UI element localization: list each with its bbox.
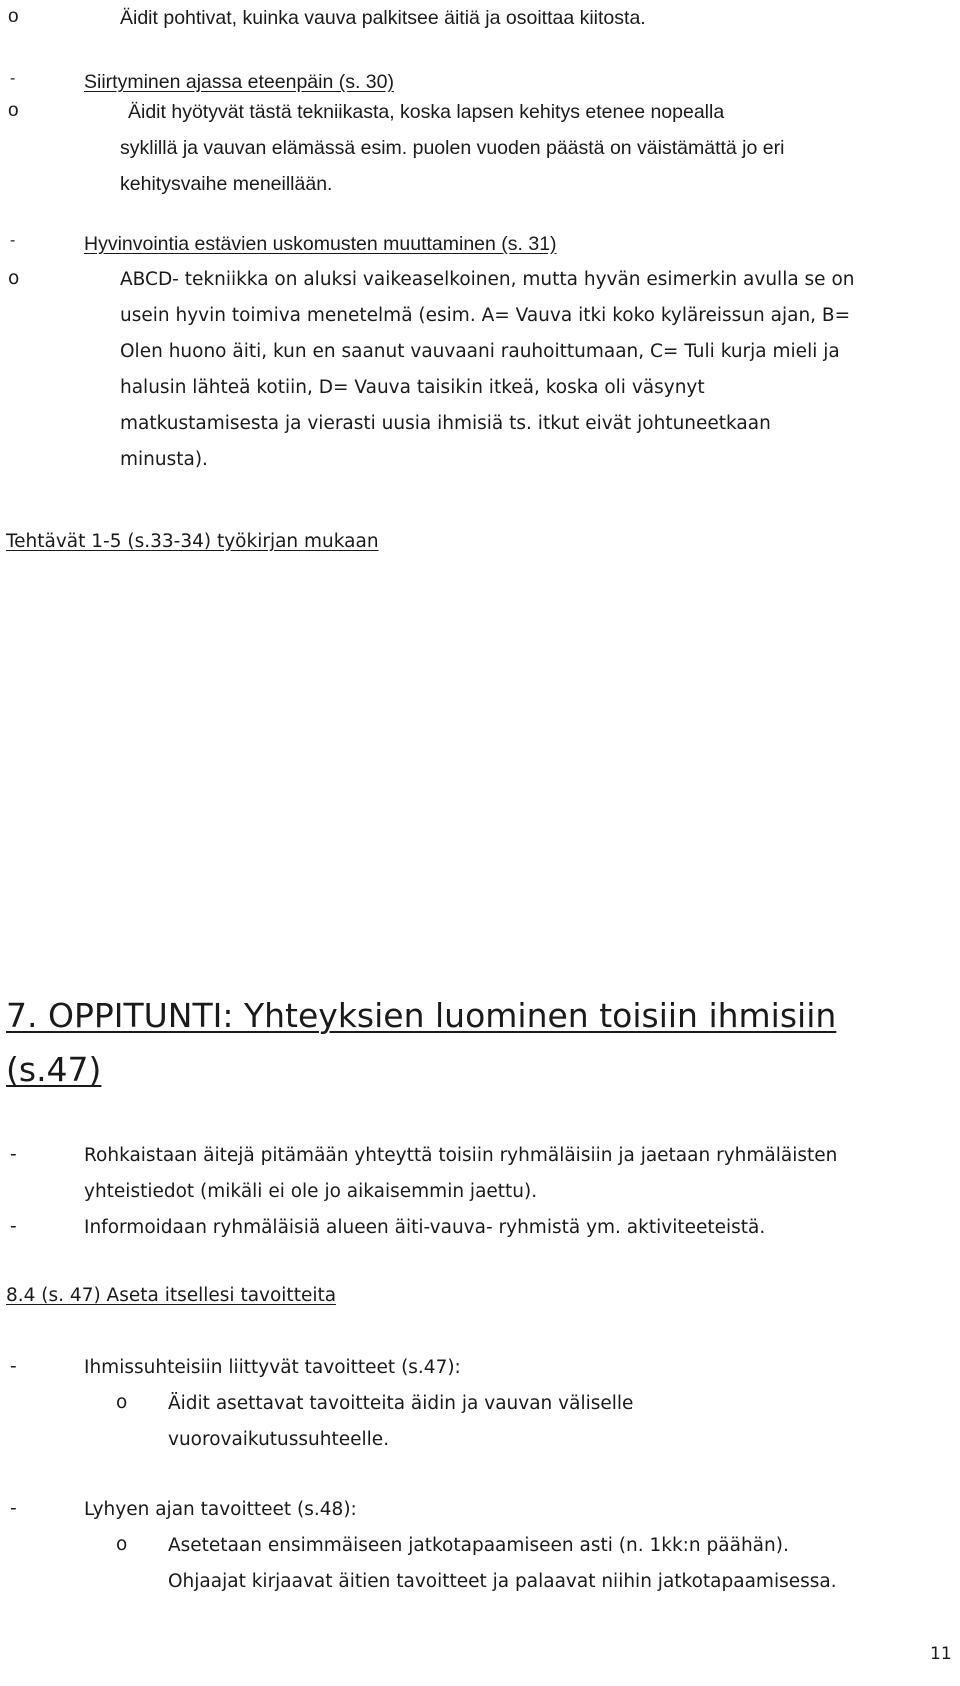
text-line: Informoidaan ryhmäläisiä alueen äiti-vauva- ryhmistä ym. aktiviteeteistä. xyxy=(84,1217,766,1238)
page-number: 11 xyxy=(930,1644,952,1664)
text-line: Äidit pohtivat, kuinka vauva palkitsee äitiä ja osoittaa kiitosta. xyxy=(120,7,646,29)
section-heading: 8.4 (s. 47) Aseta itsellesi tavoitteita xyxy=(6,1285,337,1306)
circle-bullet: o xyxy=(8,6,19,27)
circle-bullet: o xyxy=(8,100,19,121)
dash-bullet: - xyxy=(10,1498,17,1519)
tasks-heading: Tehtävät 1-5 (s.33-34) työkirjan mukaan xyxy=(6,531,379,552)
dash-bullet: - xyxy=(10,70,16,87)
circle-bullet: o xyxy=(8,268,20,289)
dash-bullet: - xyxy=(10,232,16,249)
text-line: usein hyvin toimiva menetelmä (esim. A= Vauva itki koko kyläreissun ajan, B= xyxy=(120,305,851,326)
subheading: Hyvinvointia estävien uskomusten muuttaminen (s. 31) xyxy=(84,233,557,255)
text-line: vuorovaikutussuhteelle. xyxy=(168,1429,390,1450)
text-line: Äidit hyötyvät tästä tekniikasta, koska lapsen kehitys etenee nopealla xyxy=(128,101,725,123)
text-line: halusin lähteä kotiin, D= Vauva taisikin itkeä, koska oli väsynyt xyxy=(120,377,705,398)
text-line: minusta). xyxy=(120,449,208,470)
lesson-heading-page: (s.47) xyxy=(6,1050,102,1089)
text-line: syklillä ja vauvan elämässä esim. puolen vuoden päästä on väistämättä jo eri xyxy=(120,137,785,159)
text-line: ABCD- tekniikka on aluksi vaikeaselkoinen, mutta hyvän esimerkin avulla se on xyxy=(120,269,855,290)
text-line: Ohjaajat kirjaavat äitien tavoitteet ja palaavat niihin jatkotapaamisessa. xyxy=(168,1571,837,1592)
subheading: Siirtyminen ajassa eteenpäin (s. 30) xyxy=(84,71,394,93)
text-line: Äidit asettavat tavoitteita äidin ja vauvan väliselle xyxy=(168,1393,634,1414)
text-line: Asetetaan ensimmäiseen jatkotapaamiseen asti (n. 1kk:n päähän). xyxy=(168,1535,789,1556)
dash-bullet: - xyxy=(10,1356,17,1377)
lesson-heading: 7. OPPITUNTI: Yhteyksien luominen toisiin ihmisiin xyxy=(6,996,837,1035)
text-line: Lyhyen ajan tavoitteet (s.48): xyxy=(84,1499,357,1520)
text-line: Ihmissuhteisiin liittyvät tavoitteet (s.47): xyxy=(84,1357,461,1378)
text-line: Olen huono äiti, kun en saanut vauvaani rauhoittumaan, C= Tuli kurja mieli ja xyxy=(120,341,840,362)
text-line: kehitysvaihe meneillään. xyxy=(120,173,333,195)
circle-bullet: o xyxy=(116,1534,128,1555)
text-line: matkustamisesta ja vierasti uusia ihmisiä ts. itkut eivät johtuneetkaan xyxy=(120,413,771,434)
circle-bullet: o xyxy=(116,1392,128,1413)
dash-bullet: - xyxy=(10,1216,17,1237)
text-line: yhteistiedot (mikäli ei ole jo aikaisemmin jaettu). xyxy=(84,1181,538,1202)
text-line: Rohkaistaan äitejä pitämään yhteyttä toisiin ryhmäläisiin ja jaetaan ryhmäläisten xyxy=(84,1145,838,1166)
dash-bullet: - xyxy=(10,1144,17,1165)
